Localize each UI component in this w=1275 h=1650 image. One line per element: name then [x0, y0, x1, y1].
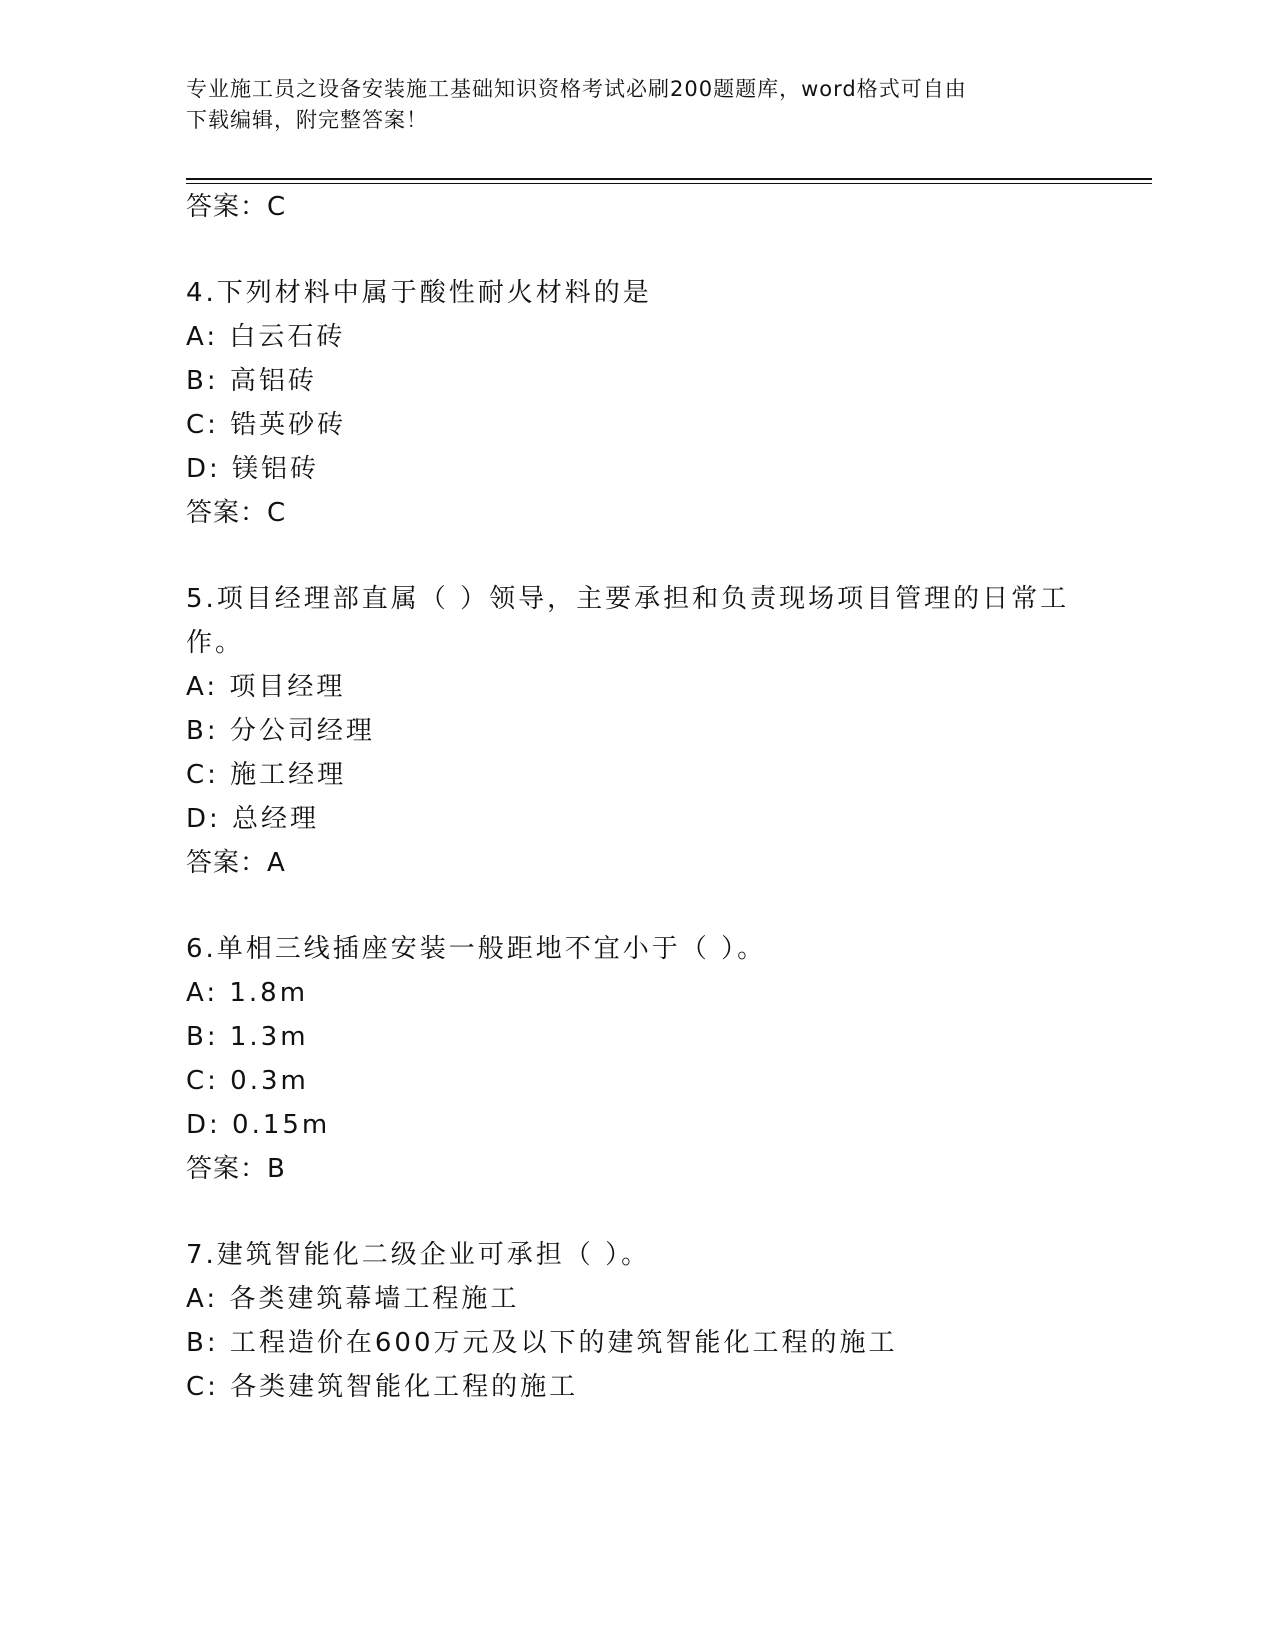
header-line-2: 下载编辑，附完整答案！ — [186, 108, 428, 132]
question-5-option-d: D: 总经理 — [186, 804, 320, 834]
question-6-option-c: C: 0.3m — [186, 1066, 309, 1096]
header-line-1: 专业施工员之设备安装施工基础知识资格考试必刷200题题库，word格式可自由 — [186, 77, 967, 101]
question-4-option-c: C: 锆英砂砖 — [186, 410, 347, 440]
question-6-option-d: D: 0.15m — [186, 1110, 331, 1140]
question-4-option-d: D: 镁铝砖 — [186, 454, 320, 484]
header-divider — [186, 178, 1152, 180]
question-4-option-b: B: 高铝砖 — [186, 366, 317, 396]
question-6-answer: 答案：B — [186, 1154, 286, 1184]
question-6-option-b: B: 1.3m — [186, 1022, 309, 1052]
question-4-option-a: A: 白云石砖 — [186, 322, 346, 352]
question-7-option-b: B: 工程造价在600万元及以下的建筑智能化工程的施工 — [186, 1328, 898, 1358]
question-6-option-a: A: 1.8m — [186, 978, 309, 1008]
question-5-line-1: 5.项目经理部直属（ ）领导，主要承担和负责现场项目管理的日常工 — [186, 584, 1070, 614]
question-5-line-2: 作。 — [186, 628, 245, 658]
question-4: 4.下列材料中属于酸性耐火材料的是 — [186, 278, 652, 308]
question-5-option-b: B: 分公司经理 — [186, 716, 375, 746]
question-7: 7.建筑智能化二级企业可承担（ ）。 — [186, 1240, 651, 1270]
question-7-option-c: C: 各类建筑智能化工程的施工 — [186, 1372, 579, 1402]
header-divider-thin — [186, 183, 1152, 184]
question-5-answer: 答案：A — [186, 848, 286, 878]
question-7-option-a: A: 各类建筑幕墙工程施工 — [186, 1284, 520, 1314]
answer-previous: 答案：C — [186, 192, 287, 222]
question-5-option-c: C: 施工经理 — [186, 760, 347, 790]
document-header — [186, 74, 1066, 136]
question-6: 6.单相三线插座安装一般距地不宜小于（ ）。 — [186, 934, 767, 964]
question-4-answer: 答案：C — [186, 498, 287, 528]
question-5-option-a: A: 项目经理 — [186, 672, 346, 702]
